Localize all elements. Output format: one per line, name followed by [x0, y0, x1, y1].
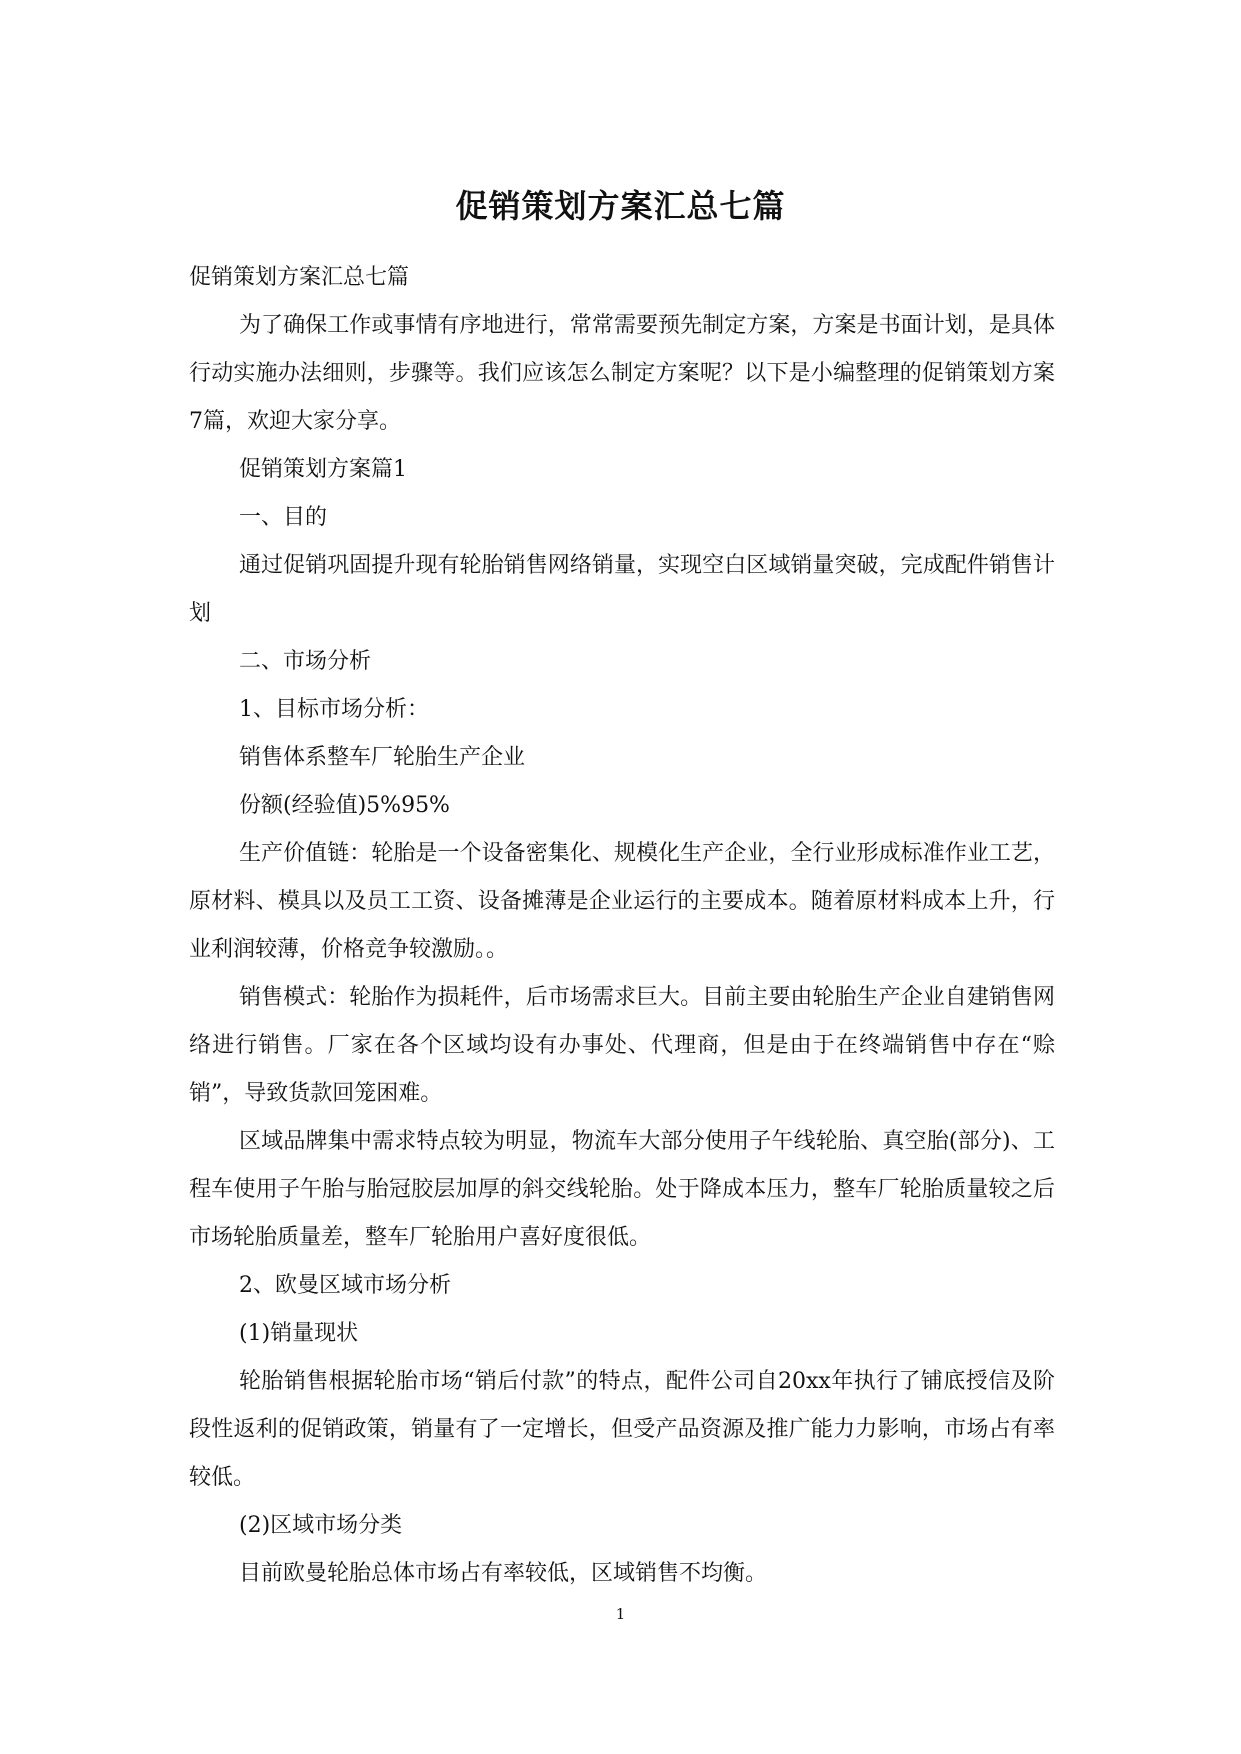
paragraph-value-chain: 生产价值链：轮胎是一个设备密集化、规模化生产企业，全行业形成标准作业工艺，原材料、模具以及员工工资、设备摊薄是企业运行的主要成本。随着原材料成本上升，行业利润较薄，价格竞争较激励。。 [189, 841, 1055, 962]
subheading-target-market: 1、目标市场分析： [239, 697, 429, 722]
paragraph-market-share: 目前欧曼轮胎总体市场占有率较低，区域销售不均衡。 [239, 1561, 768, 1586]
subheading-regional-market: 2、欧曼区域市场分析 [239, 1273, 451, 1298]
paragraph-sales-model: 销售模式：轮胎作为损耗件，后市场需求巨大。目前主要由轮胎生产企业自建销售网络进行销售。厂家在各个区域均设有办事处、代理商，但是由于在终端销售中存在“赊销”，导致货款回笼困难。 [189, 985, 1055, 1106]
paragraph-share: 份额(经验值)5%95% [239, 793, 450, 818]
paragraph-sales-system: 销售体系整车厂轮胎生产企业 [239, 745, 526, 770]
subheading-market-classification: (2)区域市场分类 [239, 1513, 403, 1538]
paragraph-regional-brand: 区域品牌集中需求特点较为明显，物流车大部分使用子午线轮胎、真空胎(部分)、工程车使用子午胎与胎冠胶层加厚的斜交线轮胎。处于降成本压力，整车厂轮胎质量较之后市场轮胎质量差，整车厂轮胎用户喜好度很低。 [189, 1129, 1055, 1250]
section-heading-part1: 促销策划方案篇1 [239, 457, 407, 482]
document-body [189, 254, 1055, 1598]
section-heading-market-analysis: 二、市场分析 [239, 649, 372, 674]
paragraph-subtitle: 促销策划方案汇总七篇 [189, 265, 410, 290]
page-number: 1 [615, 1605, 626, 1623]
section-heading-purpose: 一、目的 [239, 505, 328, 530]
document-title: 促销策划方案汇总七篇 [455, 187, 786, 225]
paragraph-intro: 为了确保工作或事情有序地进行，常常需要预先制定方案，方案是书面计划，是具体行动实施办法细则，步骤等。我们应该怎么制定方案呢？以下是小编整理的促销策划方案7篇，欢迎大家分享。 [189, 313, 1055, 434]
paragraph-purpose: 通过促销巩固提升现有轮胎销售网络销量，实现空白区域销量突破，完成配件销售计划 [189, 553, 1055, 626]
subheading-sales-status: (1)销量现状 [239, 1321, 359, 1346]
paragraph-sales-status: 轮胎销售根据轮胎市场“销后付款”的特点，配件公司自20xx年执行了铺底授信及阶段性返利的促销政策，销量有了一定增长，但受产品资源及推广能力力影响，市场占有率较低。 [189, 1369, 1055, 1490]
